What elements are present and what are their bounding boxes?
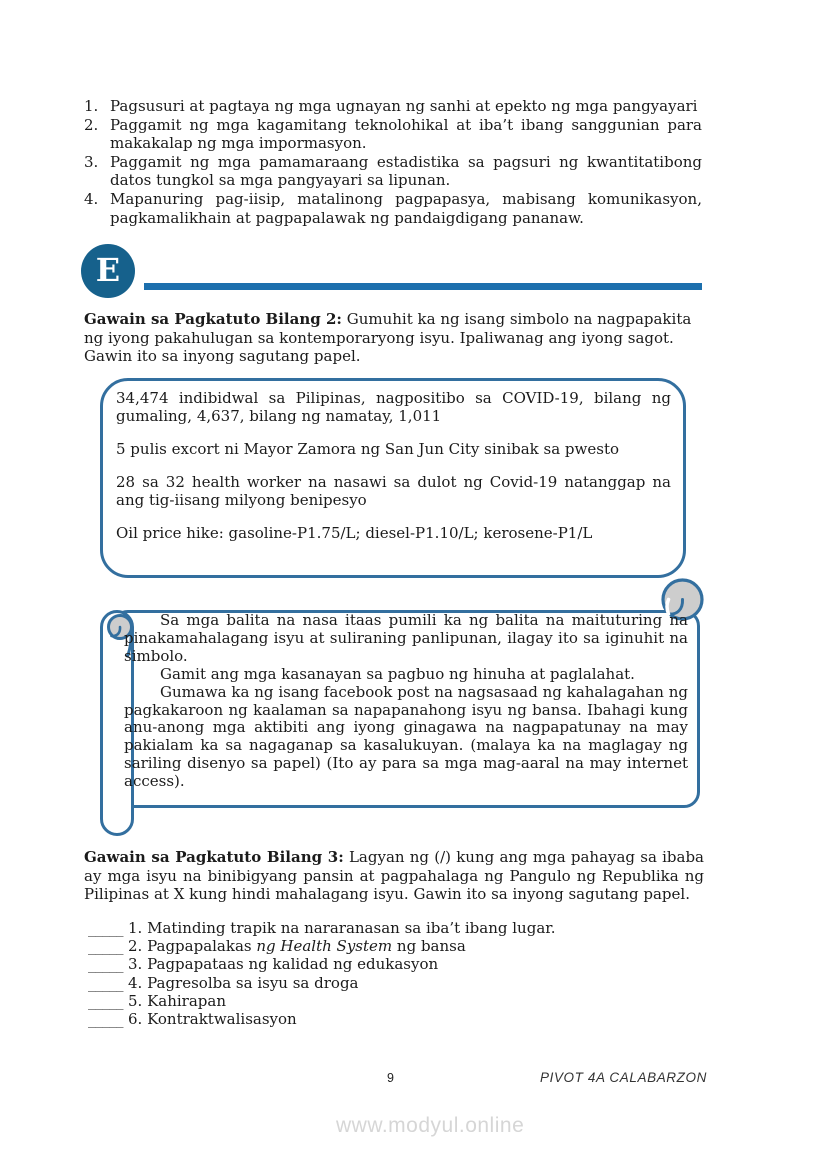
objectives-list xyxy=(84,97,702,227)
watermark-text: www.modyul.online xyxy=(336,1114,525,1137)
page-number: 9 xyxy=(387,1071,394,1085)
news-item: 5 pulis excort ni Mayor Zamora ng San Jun City sinibak sa pwesto xyxy=(116,440,620,458)
answer-blank: _____ xyxy=(88,1010,123,1029)
checklist xyxy=(88,919,704,1028)
list-item xyxy=(84,116,702,153)
list-item xyxy=(84,190,702,227)
list-item xyxy=(84,153,702,190)
checklist-item xyxy=(88,937,704,955)
list-item-text: Pagsusuri at pagtaya ng mga ugnayan ng sanhi at epekto ng mga pangyayari xyxy=(110,97,698,115)
news-headlines-box xyxy=(100,378,686,578)
activity-2-instructions xyxy=(84,310,704,366)
checklist-text-italic: ng Health System xyxy=(256,937,393,956)
checklist-item xyxy=(88,955,704,973)
list-item-number: 2. xyxy=(84,115,99,134)
list-item-number: 4. xyxy=(84,189,99,208)
section-badge-e: E xyxy=(81,244,135,298)
answer-blank: _____ xyxy=(88,991,123,1010)
activity-3-instructions xyxy=(84,848,704,904)
scroll-paragraph: Sa mga balita na nasa itaas pumili ka ng balita na maituturing na pinakamahalagang isyu at suliraning panlipunan, ilagay ito sa iginuhit na simbolo. xyxy=(124,611,688,665)
scroll-paragraph: Gamit ang mga kasanayan sa pagbuo ng hinuha at paglalahat. xyxy=(160,664,635,683)
news-item: 28 sa 32 health worker na nasawi sa dulot ng Covid-19 natanggap na ang tig-iisang milyong benipesyo xyxy=(116,473,671,509)
checklist-item xyxy=(88,992,704,1010)
answer-blank: _____ xyxy=(88,973,123,992)
list-item-text: Mapanuring pag-iisip, matalinong pagpapasya, mabisang komunikasyon, pagkamalikhain at pagpapalawak ng pandaigdigang pananaw. xyxy=(110,189,702,227)
activity-3-label: Gawain sa Pagkatuto Bilang 3: xyxy=(84,848,344,866)
checklist-item xyxy=(88,974,704,992)
checklist-text: 1. Matinding trapik na nararanasan sa iba’t ibang lugar. xyxy=(128,919,556,937)
scroll-instructions xyxy=(124,612,688,791)
list-item-text: Paggamit ng mga pamamaraang estadistika sa pagsuri ng kwantitatibong datos tungkol sa mga pangyayari sa lipunan. xyxy=(110,152,702,190)
list-item-number: 3. xyxy=(84,152,99,171)
answer-blank: _____ xyxy=(88,937,123,956)
answer-blank: _____ xyxy=(88,955,123,974)
news-item: Oil price hike: gasoline-P1.75/L; diesel-P1.10/L; kerosene-P1/L xyxy=(116,524,593,542)
checklist-item xyxy=(88,1010,704,1028)
section-rule xyxy=(144,283,702,290)
list-item-number: 1. xyxy=(84,97,99,115)
checklist-text: 4. Pagresolba sa isyu sa droga xyxy=(128,973,359,992)
checklist-item xyxy=(88,919,704,937)
activity-2-label: Gawain sa Pagkatuto Bilang 2: xyxy=(84,310,342,328)
news-item: 34,474 indibidwal sa Pilipinas, nagpositibo sa COVID-19, bilang ng gumaling, 4,637, bilang ng namatay, 1,011 xyxy=(116,389,671,425)
checklist-text: 2. Pagpapalakas xyxy=(128,937,257,956)
checklist-text: 5. Kahirapan xyxy=(128,991,227,1010)
list-item xyxy=(84,97,702,116)
list-item-text: Paggamit ng mga kagamitang teknolohikal at iba’t ibang sanggunian para makakalap ng mga impormasyon. xyxy=(110,115,702,153)
checklist-text: 6. Kontraktwalisasyon xyxy=(128,1010,297,1029)
footer-module-title: PIVOT 4A CALABARZON xyxy=(540,1070,707,1085)
activity-2-text: Gumuhit ka ng isang simbolo na nagpapakita ng iyong pakahulugan sa kontemporaryong isyu. Ipaliwanag ang iyong sagot. Gawin ito sa inyong sagutang papel. xyxy=(84,310,692,366)
activity-3-text: Lagyan ng (/) kung ang mga pahayag sa ibaba ay mga isyu na binibigyang pansin at pagpahalaga ng Pangulo ng Republika ng Pilipinas at X kung hindi mahalagang isyu. Gawin ito sa inyong sagutang papel. xyxy=(84,848,704,904)
scroll-paragraph: Gumawa ka ng isang facebook post na nagsasaad ng kahalagahan ng pagkakaroon ng kaalaman sa napapanahong isyu ng bansa. Ibahagi kung anu-anong mga aktibiti ang iyong ginagawa na nagpapatunay na may pakialam ka sa nagaganap sa kasalukuyan. (malaya ka na maglagay ng sariling disenyo sa papel) (Ito ay para sa mga mag-aaral na may internet access). xyxy=(124,682,688,791)
answer-blank: _____ xyxy=(88,919,123,937)
checklist-text: 3. Pagpapataas ng kalidad ng edukasyon xyxy=(128,955,439,974)
checklist-text: ng bansa xyxy=(392,937,466,956)
